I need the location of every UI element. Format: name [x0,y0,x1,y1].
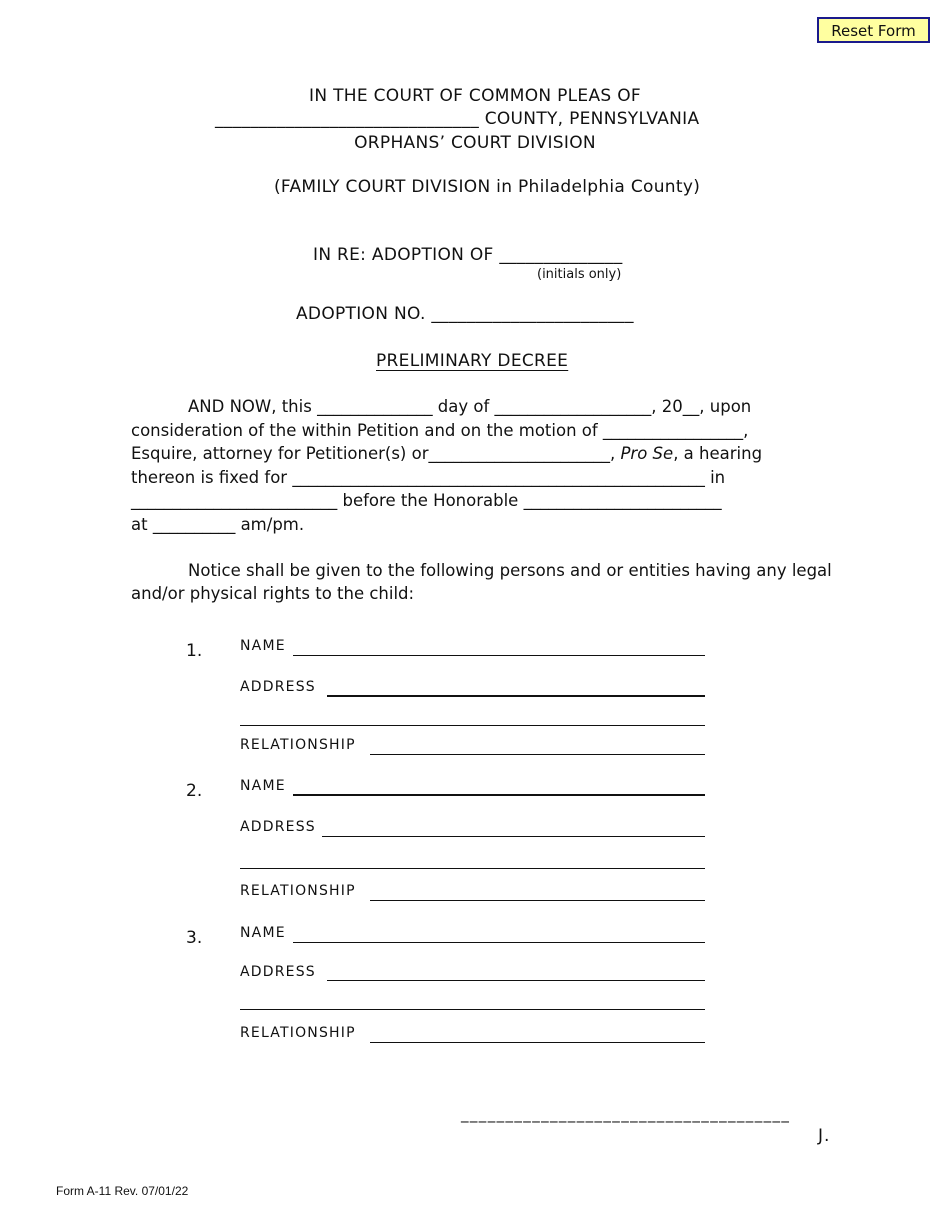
person-2-number: 2. [186,781,203,801]
person-1-name-label: NAME [240,638,286,654]
page-title: PRELIMINARY DECREE [376,351,569,371]
reset-form-button[interactable]: Reset Form [817,17,930,43]
court-header-line1: IN THE COURT OF COMMON PLEAS OF [309,86,641,106]
person-3-name-field[interactable] [293,942,705,943]
decree-paragraph-line4: thereon is fixed for __________________________________________________ in [131,468,726,487]
person-2-name-label: NAME [240,778,286,794]
person-2-address-field[interactable] [322,836,705,837]
person-3-address-field-line2[interactable] [240,1009,705,1010]
person-2-relationship-label: RELATIONSHIP [240,883,356,899]
judge-signature-suffix: J. [818,1126,831,1146]
person-1-name-field[interactable] [293,655,705,656]
person-3-number: 3. [186,928,203,948]
person-1-relationship-label: RELATIONSHIP [240,737,356,753]
person-3-relationship-label: RELATIONSHIP [240,1025,356,1041]
initials-note: (initials only) [537,267,622,282]
decree-paragraph-line5: _________________________ before the Honorable ________________________ [131,491,722,510]
person-1-address-field-line2[interactable] [240,725,705,726]
notice-paragraph-line2: and/or physical rights to the child: [131,584,415,603]
person-3-relationship-field[interactable] [370,1042,705,1043]
pro-se-text: Pro Se [620,444,674,463]
decree-paragraph-line3-end: , a hearing [673,444,763,463]
adoption-number-line: ADOPTION NO. _______________________ [296,304,634,324]
person-1-number: 1. [186,641,203,661]
judge-signature-line[interactable]: _____________________________________ [461,1105,791,1123]
person-2-address-field-line2[interactable] [240,868,705,869]
person-3-name-label: NAME [240,925,286,941]
form-number-footer: Form A-11 Rev. 07/01/22 [56,1184,189,1198]
in-re-adoption-line: IN RE: ADOPTION OF ______________ [313,245,623,265]
court-header-county-line: ______________________________ COUNTY, PENNSYLVANIA [215,109,700,129]
person-2-address-label: ADDRESS [240,819,316,835]
person-1-address-field[interactable] [327,695,705,697]
decree-paragraph-line3-start: Esquire, attorney for Petitioner(s) or______________________, [131,444,621,463]
court-header-division: ORPHANS’ COURT DIVISION [354,133,596,153]
person-1-relationship-field[interactable] [370,754,705,755]
person-2-name-field[interactable] [293,794,705,796]
decree-paragraph-line2: consideration of the within Petition and on the motion of _________________, [131,421,749,440]
court-header-family-division: (FAMILY COURT DIVISION in Philadelphia County) [274,177,701,197]
decree-paragraph-line6: at __________ am/pm. [131,515,305,534]
person-1-address-label: ADDRESS [240,679,316,695]
decree-paragraph-line3 [131,444,762,463]
person-3-address-label: ADDRESS [240,964,316,980]
decree-paragraph-line1: AND NOW, this ______________ day of ___________________, 20__, upon [188,397,752,416]
person-3-address-field[interactable] [327,980,705,981]
notice-paragraph-line1: Notice shall be given to the following persons and or entities having any legal [188,561,832,580]
person-2-relationship-field[interactable] [370,900,705,901]
